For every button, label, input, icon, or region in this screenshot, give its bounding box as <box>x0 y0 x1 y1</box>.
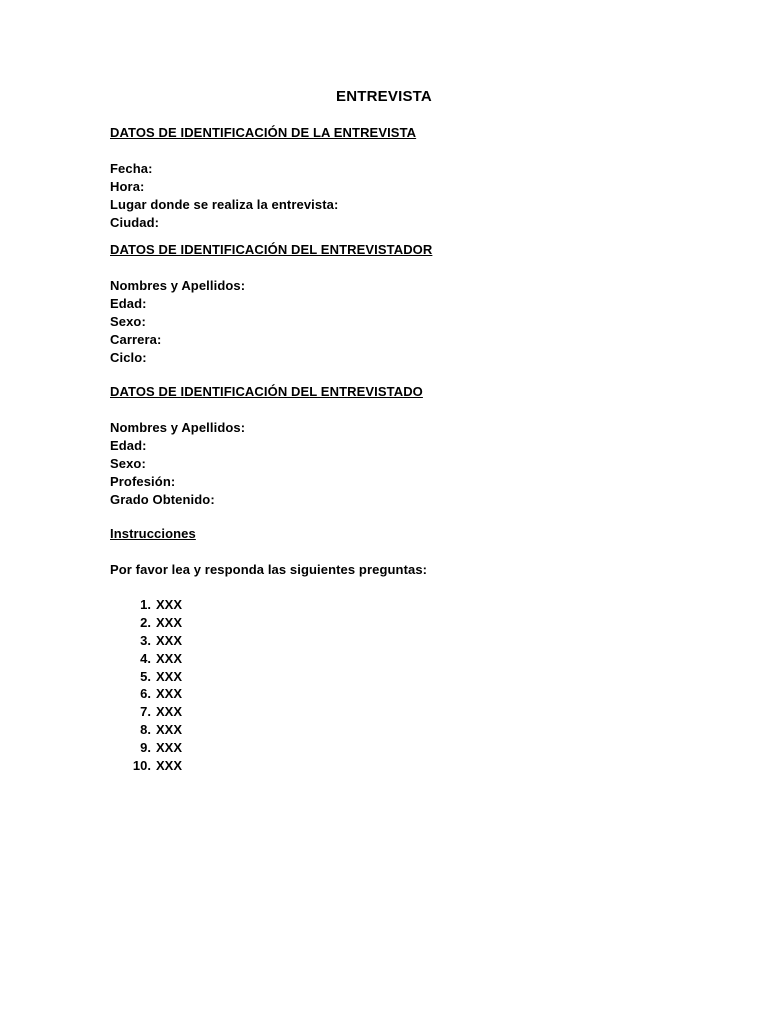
field-ciudad: Ciudad: <box>110 215 160 230</box>
question-number: 2. <box>140 614 151 630</box>
field-interviewer-cycle: Ciclo: <box>110 350 147 365</box>
question-number: 8. <box>140 722 151 738</box>
spacer <box>110 142 416 160</box>
spacer <box>110 543 427 561</box>
question-text: XXX <box>156 686 183 702</box>
field-interviewer-career: Carrera: <box>110 332 162 347</box>
field-fecha: Fecha: <box>110 161 153 176</box>
question-text: XXX <box>156 740 183 756</box>
question-number: 1. <box>140 597 151 612</box>
document-title: ENTREVISTA <box>336 88 432 105</box>
question-text: XXX <box>156 704 183 720</box>
section-interviewee <box>110 383 423 509</box>
question-number: 5. <box>140 668 151 684</box>
question-number: 10. <box>132 758 151 774</box>
field-interviewee-sex: Sexo: <box>110 456 146 471</box>
field-interviewee-age: Edad: <box>110 438 147 453</box>
field-lugar: Lugar donde se realiza la entrevista: <box>110 197 339 212</box>
question-text: XXX <box>156 650 183 666</box>
section-interviewee-heading: DATOS DE IDENTIFICACIÓN DEL ENTREVISTADO <box>110 384 423 399</box>
section-interview <box>110 124 416 232</box>
question-text: XXX <box>156 632 183 648</box>
question-text: XXX <box>156 614 183 630</box>
question-number: 4. <box>140 650 151 666</box>
field-interviewee-profession: Profesión: <box>110 474 176 489</box>
question-text: XXX <box>156 597 183 612</box>
field-interviewer-sex: Sexo: <box>110 314 146 329</box>
question-number: 7. <box>140 704 151 720</box>
section-interview-heading: DATOS DE IDENTIFICACIÓN DE LA ENTREVISTA <box>110 125 417 140</box>
question-number: 3. <box>140 632 151 648</box>
field-interviewer-name: Nombres y Apellidos: <box>110 278 246 293</box>
spacer <box>110 259 432 277</box>
spacer <box>110 401 423 419</box>
question-text: XXX <box>156 668 183 684</box>
section-interviewer <box>110 241 432 367</box>
question-text: XXX <box>156 722 183 738</box>
question-number: 6. <box>140 686 151 702</box>
field-interviewer-age: Edad: <box>110 296 147 311</box>
section-instructions <box>110 525 427 579</box>
section-interviewer-heading: DATOS DE IDENTIFICACIÓN DEL ENTREVISTADOR <box>110 242 433 257</box>
question-text: XXX <box>156 758 183 774</box>
field-interviewee-degree: Grado Obtenido: <box>110 492 215 507</box>
instructions-text: Por favor lea y responda las siguientes preguntas: <box>110 562 428 577</box>
field-interviewee-name: Nombres y Apellidos: <box>110 420 246 435</box>
instructions-heading: Instrucciones <box>110 526 196 541</box>
question-number: 9. <box>140 740 151 756</box>
field-hora: Hora: <box>110 179 145 194</box>
